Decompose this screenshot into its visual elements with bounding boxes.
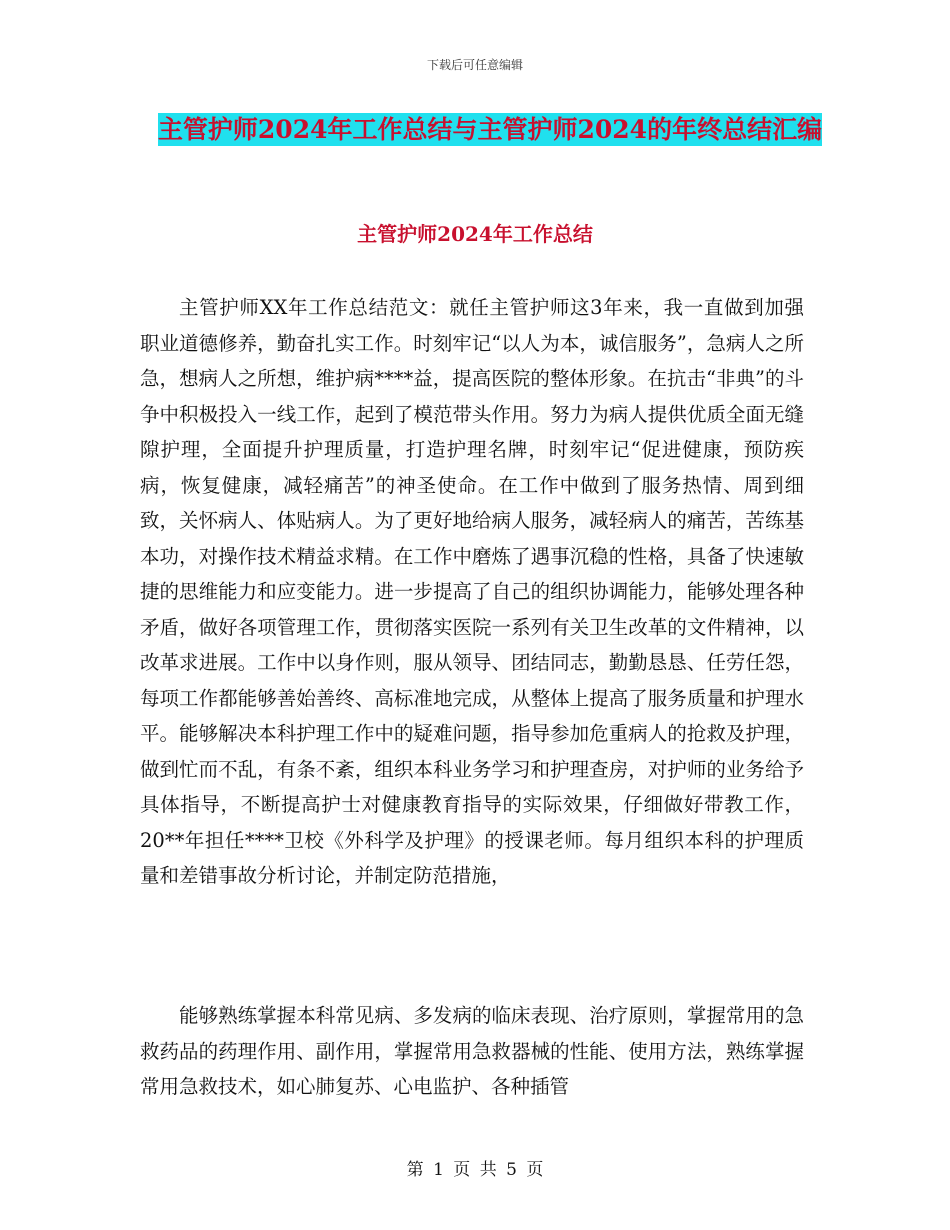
body-paragraph-1: 主管护师XX年工作总结范文：就任主管护师这3年来，我一直做到加强职业道德修养，勤奋扎实工作。时刻牢记“以人为本，诚信服务”，急病人之所急，想病人之所想，维护病****益，提高医院的整体形象。在抗击“非典”的斗争中积极投入一线工作，起到了模范带头作用。努力为病人提供优质全面无缝隙护理，全面提升护理质量，打造护理名牌，时刻牢记“促进健康，预防疾病，恢复健康，减轻痛苦”的神圣使命。在工作中做到了服务热情、周到细致，关怀病人、体贴病人。为了更好地给病人服务，减轻病人的痛苦，苦练基本功，对操作技术精益求精。在工作中磨炼了遇事沉稳的性格，具备了快速敏捷的思维能力和应变能力。进一步提高了自己的组织协调能力，能够处理各种矛盾，做好各项管理工作，贯彻落实医院一系列有关卫生改革的文件精神，以改革求进展。工作中以身作则，服从领导、团结同志，勤勤恳恳、任劳任怨，每项工作都能够善始善终、高标准地完成，从整体上提高了服务质量和护理水平。能够解决本科护理工作中的疑难问题，指导参加危重病人的抢救及护理，做到忙而不乱，有条不紊，组织本科业务学习和护理查房，对护师的业务给予具体指导，不断提高护士对健康教育指导的实际效果，仔细做好带教工作，20**年担任****卫校《外科学及护理》的授课老师。每月组织本科的护理质量和差错事故分析讨论，并制定防范措施， [140, 296, 804, 887]
section-heading: 主管护师2024年工作总结 [357, 222, 593, 246]
document-title [140, 104, 840, 156]
body-paragraph-2: 能够熟练掌握本科常见病、多发病的临床表现、治疗原则，掌握常用的急救药品的药理作用、副作用，掌握常用急救器械的性能、使用方法，熟练掌握常用急救技术，如心肺复苏、心电监护、各种插管 [140, 1004, 804, 1098]
page-number-footer: 第 1 页 共 5 页 [406, 1160, 544, 1180]
document-title-text: 主管护师2024年工作总结与主管护师2024的年终总结汇编 [157, 115, 823, 144]
header-note: 下载后可任意编辑 [426, 58, 523, 72]
